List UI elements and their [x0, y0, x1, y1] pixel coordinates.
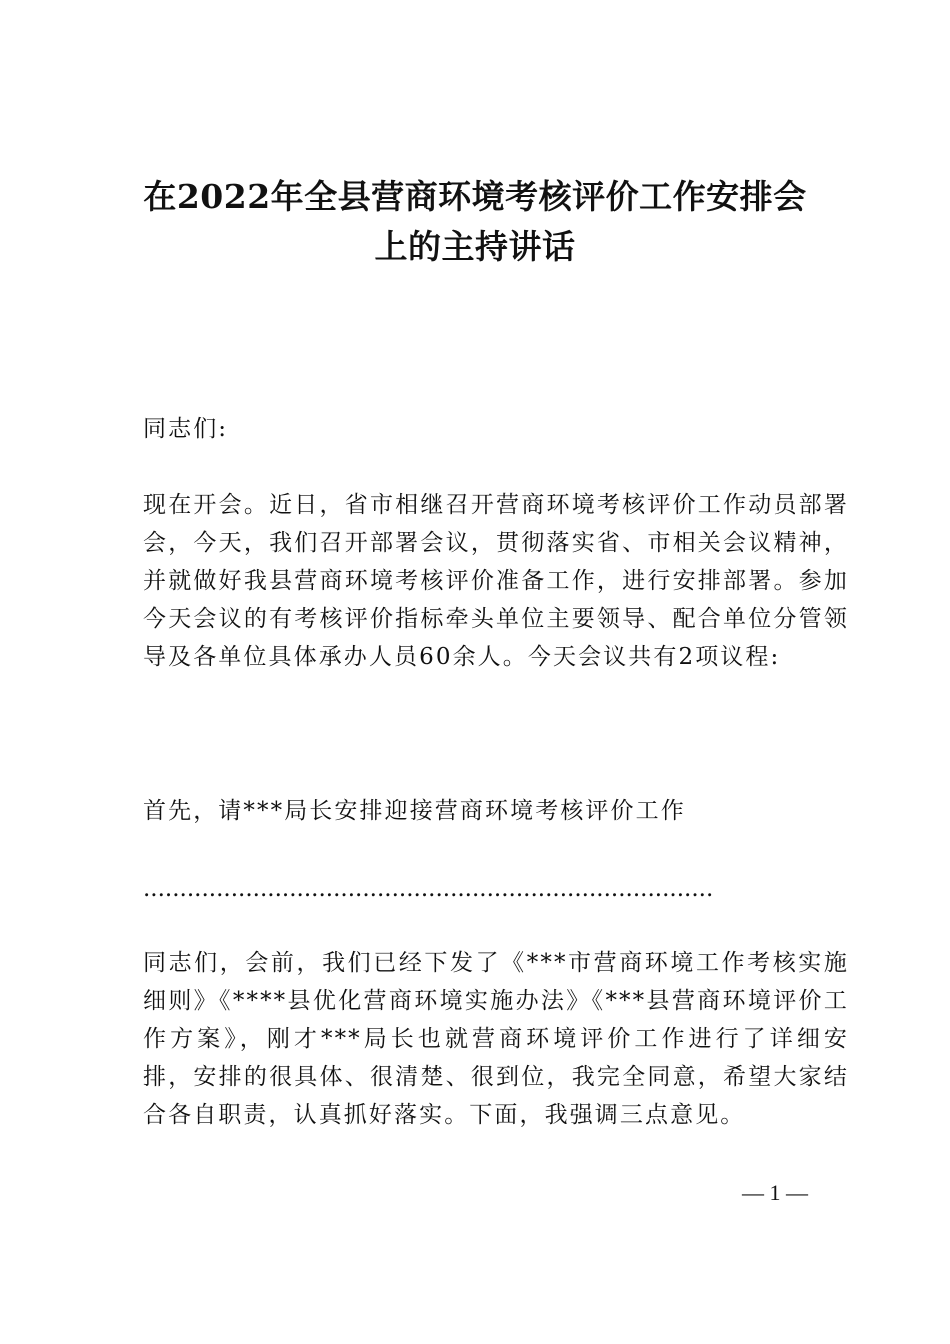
paragraph-first-agenda: 首先，请***局长安排迎接营商环境考核评价工作 [143, 798, 686, 824]
greeting: 同志们: [143, 416, 229, 442]
ellipsis-line: .............................................................................. [143, 876, 714, 902]
page-number: — 1 — [742, 1180, 808, 1205]
title-line-1: 在2022年全县营商环境考核评价工作安排会 [143, 177, 807, 216]
document-title [100, 172, 850, 272]
title-line-2: 上的主持讲话 [374, 227, 576, 266]
paragraph-intro: 现在开会。近日，省市相继召开营商环境考核评价工作动员部署会，今天，我们召开部署会议，贯彻落实省、市相关会议精神，并就做好我县营商环境考核评价准备工作，进行安排部署。参加今天会议的有考核评价指标牵头单位主要领导、配合单位分管领导及各单位具体承办人员60余人。今天会议共有2项议程: [143, 492, 849, 670]
paragraph-second: 同志们，会前，我们已经下发了《***市营商环境工作考核实施细则》《****县优化营商环境实施办法》《***县营商环境评价工作方案》，刚才***局长也就营商环境评价工作进行了详细安排，安排的很具体、很清楚、很到位，我完全同意，希望大家结合各自职责，认真抓好落实。下面，我强调三点意见。 [143, 950, 849, 1128]
